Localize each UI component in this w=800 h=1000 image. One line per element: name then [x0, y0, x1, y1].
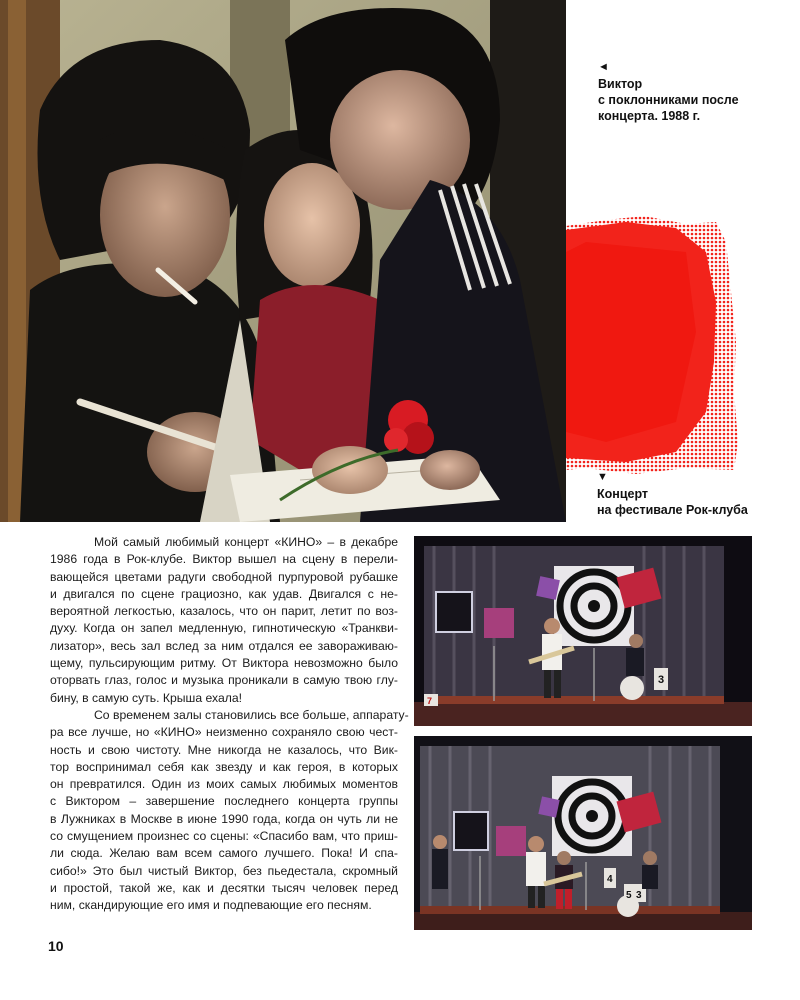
caption-line: на фестивале Рок-клуба [597, 503, 748, 517]
text-line: сибо!» Это был чистый Виктор, без пьедестала, скромный [50, 863, 398, 878]
drum-number: 3 [658, 674, 665, 686]
concert-photo-2 [414, 736, 752, 930]
fans-photo-illustration [0, 0, 566, 522]
concert-stage-illustration-2 [414, 736, 752, 930]
text-line: вающейся цветами радуги свободной пурпуровой рубашке [50, 569, 398, 584]
text-line: и двигался по сцене грациозно, как удав. Двигался с не- [50, 586, 398, 601]
red-paint-swatch [566, 212, 738, 474]
text-line: ним, скандирующие его имя и подпевающие его песням. [50, 898, 372, 913]
text-line: с Виктором – завершение последнего концерта группы [50, 794, 398, 809]
text-line: 1986 года в Рок-клубе. Виктор вышел на сцену в перели- [50, 552, 398, 567]
text-line: он превратился. Один из моих самых любимых моментов [50, 777, 398, 792]
caption-line: Концерт [597, 487, 649, 501]
caption-line: с поклонниками после [598, 93, 739, 107]
text-line: щему, пульсирующим ритму. От Виктора невозможно было [50, 656, 398, 671]
photo-caption-fans [598, 60, 739, 124]
speaker-number: 7 [427, 696, 433, 706]
drum-number: 5 [626, 890, 632, 901]
caption-arrow-left-icon: ◄ [598, 61, 609, 73]
text-line: со смущением произнес со сцены: «Спасибо вам, что приш- [50, 829, 398, 844]
text-line: ра все лучше, но «КИНО» неизменно сохраняло свою чест- [50, 725, 398, 740]
text-line: в Лужниках в Москве в июне 1990 года, когда он чуть ли не [50, 811, 398, 826]
caption-line: концерта. 1988 г. [598, 109, 701, 123]
red-swatch-graphic [566, 212, 738, 474]
text-line: вероятной легкостью, казалось, что он парит, летит по воз- [50, 604, 398, 619]
text-line: тор воспринимал себя как звезду и как героя, в которых [50, 759, 398, 774]
text-line: ли сюда. Желаю вам всем самого лучшего. Пока! И спа- [50, 846, 398, 861]
text-line: духу. Когда он запел медленную, гипнотическую «Транкви- [50, 621, 398, 636]
article-body [50, 534, 409, 915]
text-line: и простой, такой же, как и десятки тысяч человек перед [50, 880, 398, 895]
page-number: 10 [48, 938, 64, 954]
drum-number: 3 [636, 890, 642, 901]
concert-photo-1 [414, 536, 752, 726]
concert-stage-illustration-1 [414, 536, 752, 726]
top-photo-viktor-with-fans [0, 0, 566, 522]
text-line: лизатор», весь зал вслед за ним отдался ее завораживаю- [50, 638, 398, 653]
text-line: ность и свою чистоту. Мне никогда не казалось, что Вик- [50, 742, 398, 757]
text-line: бину, в самую суть. Крыша ехала! [50, 690, 243, 705]
text-line: Мой самый любимый концерт «КИНО» – в декабре [94, 535, 398, 549]
caption-line: Виктор [598, 77, 643, 91]
text-line: оторвать глаз, голос и музыка проникали в самую твою глу- [50, 673, 398, 688]
text-line: Со временем залы становились все больше, аппарату- [94, 707, 409, 722]
amp-number: 4 [607, 874, 613, 885]
caption-arrow-down-icon: ▼ [597, 471, 608, 483]
article-paragraph-2 [50, 707, 409, 915]
article-paragraph-1 [50, 534, 398, 707]
photo-caption-concert [597, 470, 748, 518]
